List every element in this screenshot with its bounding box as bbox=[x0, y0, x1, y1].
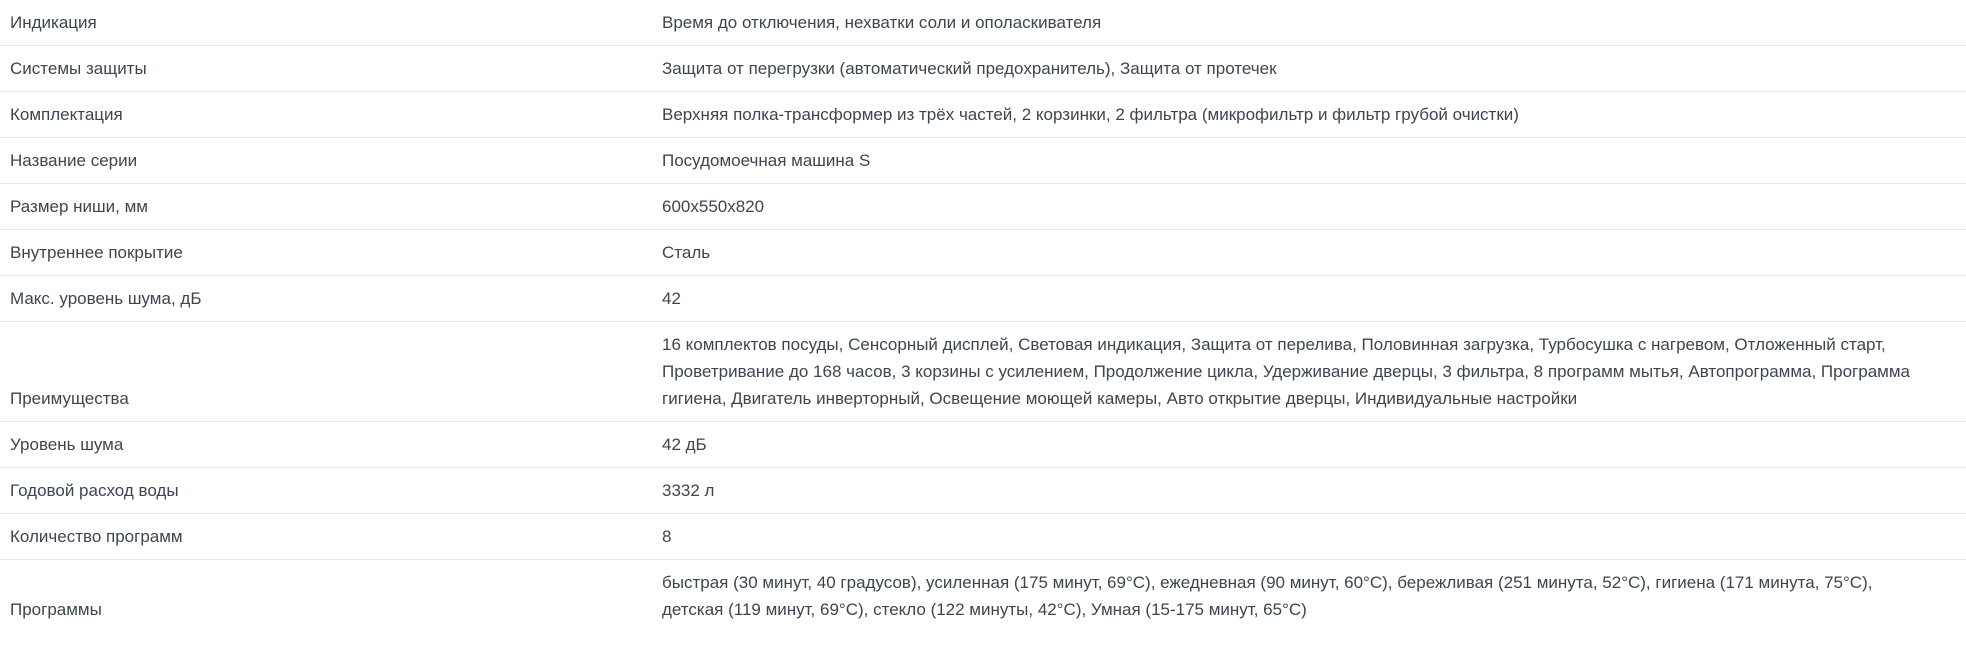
spec-value: Сталь bbox=[662, 243, 711, 262]
spec-row-niche-size bbox=[0, 184, 1966, 230]
spec-row-programs bbox=[0, 560, 1966, 632]
spec-row-annual-water-consumption bbox=[0, 468, 1966, 514]
spec-row-indication bbox=[0, 0, 1966, 46]
spec-row-protection-systems bbox=[0, 46, 1966, 92]
spec-row-advantages bbox=[0, 322, 1966, 422]
spec-row-included-accessories bbox=[0, 92, 1966, 138]
spec-label: Комплектация bbox=[10, 105, 123, 124]
spec-label: Индикация bbox=[10, 13, 97, 32]
spec-row-noise-level bbox=[0, 422, 1966, 468]
spec-value: Время до отключения, нехватки соли и ополаскивателя bbox=[662, 13, 1102, 32]
spec-label: Программы bbox=[10, 600, 102, 619]
spec-row-max-noise-level bbox=[0, 276, 1966, 322]
spec-label: Внутреннее покрытие bbox=[10, 243, 183, 262]
spec-value: Защита от перегрузки (автоматический предохранитель), Защита от протечек bbox=[662, 59, 1277, 78]
spec-row-inner-coating bbox=[0, 230, 1966, 276]
spec-label: Количество программ bbox=[10, 527, 183, 546]
spec-value: 42 дБ bbox=[662, 435, 707, 454]
spec-label: Преимущества bbox=[10, 389, 129, 408]
spec-row-program-count bbox=[0, 514, 1966, 560]
spec-value: 600x550x820 bbox=[662, 197, 765, 216]
spec-value: 42 bbox=[662, 289, 681, 308]
spec-label: Макс. уровень шума, дБ bbox=[10, 289, 202, 308]
spec-label: Системы защиты bbox=[10, 59, 147, 78]
spec-value: 3332 л bbox=[662, 481, 715, 500]
spec-value: Посудомоечная машина S bbox=[662, 151, 871, 170]
spec-label: Годовой расход воды bbox=[10, 481, 179, 500]
spec-value: 16 комплектов посуды, Сенсорный дисплей, Световая индикация, Защита от перелива, Половинная загрузка, Турбосушка с нагревом, Отложенный старт, Проветривание до 168 часов, 3 корзины с усилением, Продолжение цикла, Удерживание дверцы, 3 фильтра, 8 программ мытья, Автопрограмма, Программа гигиена, Двигатель инверторный, Освещение моющей камеры, Авто открытие дверцы, Индивидуальные настройки bbox=[662, 335, 1920, 408]
spec-value: 8 bbox=[662, 527, 672, 546]
spec-label: Уровень шума bbox=[10, 435, 124, 454]
spec-label: Название серии bbox=[10, 151, 138, 170]
spec-row-series-name bbox=[0, 138, 1966, 184]
spec-label: Размер ниши, мм bbox=[10, 197, 148, 216]
spec-value: быстрая (30 минут, 40 градусов), усиленная (175 минут, 69°С), ежедневная (90 минут, 60°С), бережливая (251 минута, 52°С), гигиена (171 минута, 75°С), детская (119 минут, 69°С), стекло (122 минуты, 42°С), Умная (15-175 минут, 65°С) bbox=[662, 573, 1878, 619]
spec-value: Верхняя полка-трансформер из трёх частей, 2 корзинки, 2 фильтра (микрофильтр и фильтр грубой очистки) bbox=[662, 105, 1519, 124]
